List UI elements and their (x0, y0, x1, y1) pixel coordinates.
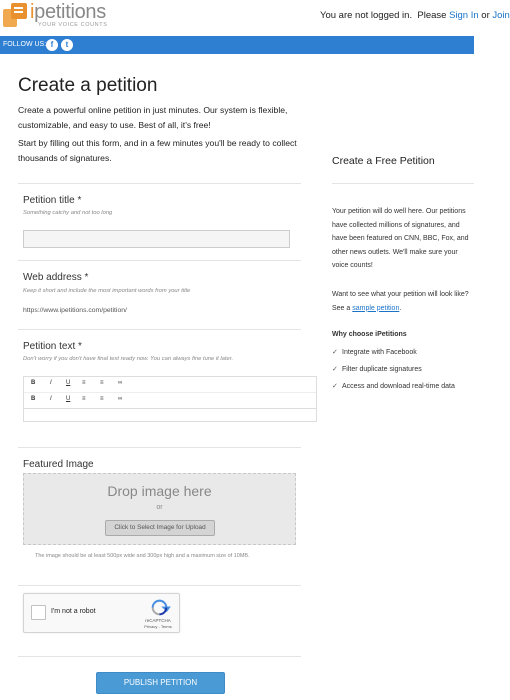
bold-button[interactable]: B (31, 380, 36, 386)
link-icon[interactable]: ∞ (118, 380, 123, 386)
or-text: or (481, 10, 490, 21)
bullet-list-icon[interactable]: ≡ (82, 380, 86, 386)
link-icon[interactable]: ∞ (118, 396, 123, 402)
recaptcha-label: I'm not a robot (51, 608, 96, 615)
petition-title-label: Petition title * (23, 195, 82, 206)
sidebar-description: Your petition will do well here. Our petitions have collected millions of signatures, and have been featured on CNN, BBC, Fox, and other news outlets. We'll make sure your voice counts! (332, 208, 469, 269)
editor-text-area[interactable] (24, 408, 316, 422)
follow-us-label: FOLLOW US: (3, 41, 47, 48)
petition-title-input[interactable] (23, 230, 290, 248)
intro-text: Create a powerful online petition in just minutes. Our system is flexible, customizable, and easy to use. Best of all, it's free! (18, 105, 288, 130)
benefit-label: Filter duplicate signatures (342, 366, 422, 373)
recaptcha-checkbox[interactable] (31, 605, 46, 620)
bullet-list-icon[interactable]: ≡ (82, 396, 86, 402)
italic-button[interactable]: I (50, 380, 52, 386)
benefit-item (332, 365, 422, 373)
sign-in-link[interactable]: Sign In (449, 10, 479, 21)
divider (18, 183, 301, 184)
image-size-note: The image should be at least 500px wide and 300px high and a maximum size of 10MB. (35, 553, 250, 559)
benefit-label: Access and download real-time data (342, 383, 455, 390)
page-title: Create a petition (18, 75, 158, 96)
bold-button[interactable]: B (31, 396, 36, 402)
sidebar-sample-text (332, 288, 470, 315)
logo-wordmark[interactable]: ipetitions (30, 1, 106, 23)
web-address-label: Web address * (23, 272, 89, 283)
login-status-text: You are not logged in. (320, 10, 413, 21)
divider (18, 656, 301, 657)
web-address-hint: Keep it short and include the most important words from your title (23, 288, 191, 294)
ordered-list-icon[interactable]: ≡ (100, 396, 104, 402)
benefit-label: Integrate with Facebook (342, 349, 417, 356)
benefit-item (332, 382, 455, 390)
follow-bar (0, 36, 474, 54)
divider (18, 329, 301, 330)
sidebar-title: Create a Free Petition (332, 155, 435, 167)
italic-button[interactable]: I (50, 396, 52, 402)
benefit-item (332, 348, 417, 356)
sidebar-sample-prefix: Want to see what your petition will look like? See a (332, 291, 469, 312)
check-icon: ✓ (332, 366, 338, 373)
select-image-button[interactable]: Click to Select Image for Upload (105, 520, 215, 536)
publish-petition-button[interactable]: PUBLISH PETITION (96, 672, 225, 694)
underline-button[interactable]: U (66, 380, 71, 386)
twitter-icon[interactable]: t (61, 39, 73, 51)
recaptcha-icon (151, 599, 168, 616)
drop-or-text: or (156, 504, 163, 511)
why-choose-title: Why choose iPetitions (332, 331, 407, 338)
divider (18, 585, 301, 586)
editor-toolbar (24, 377, 316, 392)
logo-tagline: YOUR VOICE COUNTS (38, 22, 108, 28)
site-header (0, 0, 510, 36)
check-icon: ✓ (332, 383, 338, 390)
sample-petition-link[interactable]: sample petition (352, 304, 400, 312)
image-dropzone[interactable] (23, 473, 296, 545)
editor-toolbar (24, 392, 316, 408)
ordered-list-icon[interactable]: ≡ (100, 380, 104, 386)
divider (18, 260, 301, 261)
underline-button[interactable]: U (66, 396, 71, 402)
recaptcha-brand: reCAPTCHA (145, 618, 171, 623)
sidebar-divider (332, 183, 474, 184)
intro-instructions: Start by filling out this form, and in a few minutes you'll be ready to collect thousands of signatures. (18, 138, 297, 163)
petition-text-hint: Don't worry if you don't have final text ready now. You can always fine tune it later. (23, 356, 234, 362)
recaptcha-terms[interactable]: Privacy - Terms (144, 624, 172, 629)
ipetitions-logo-icon[interactable] (3, 3, 27, 27)
petition-text-editor[interactable] (23, 376, 317, 422)
divider (18, 447, 301, 448)
featured-image-label: Featured Image (23, 459, 94, 470)
recaptcha-widget (23, 593, 180, 633)
please-text: Please (417, 10, 447, 21)
check-icon: ✓ (332, 349, 338, 356)
join-link[interactable]: Join (492, 10, 510, 21)
web-address-prefix: https://www.ipetitions.com/petition/ (23, 307, 127, 314)
drop-image-title: Drop image here (107, 483, 212, 499)
petition-text-label: Petition text * (23, 341, 82, 352)
sidebar-sample-suffix: . (399, 304, 402, 312)
petition-title-hint: Something catchy and not too long (23, 210, 113, 216)
facebook-icon[interactable]: f (46, 39, 58, 51)
login-status (320, 10, 510, 21)
